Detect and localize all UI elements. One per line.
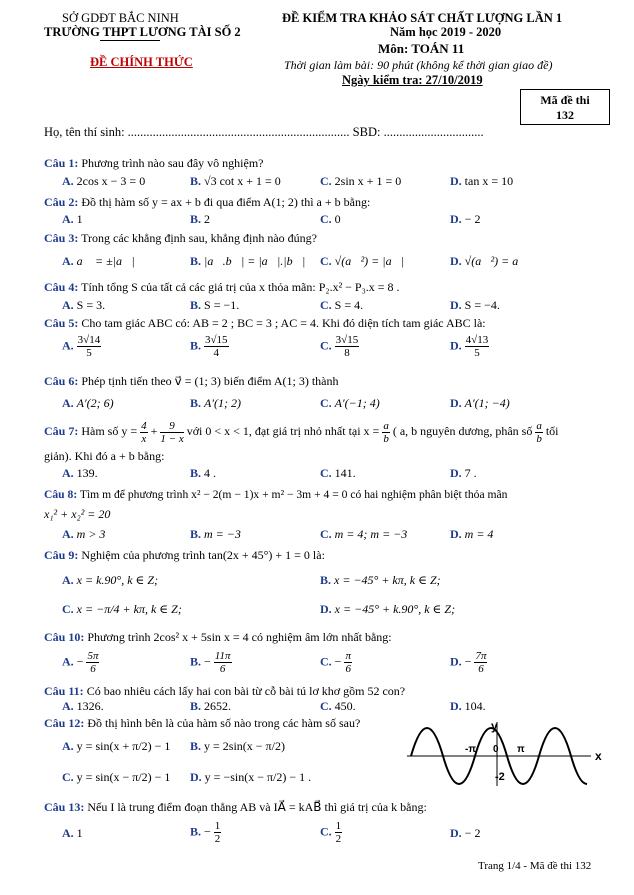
option-c[interactable]: C. m = 4; m = −3 (320, 527, 408, 541)
question-5 (44, 316, 486, 331)
option-a[interactable]: A. 1326. (62, 699, 104, 713)
option-a[interactable]: A. A′(2; 6) (62, 396, 114, 410)
option-a[interactable]: A. 139. (62, 466, 98, 480)
option-c[interactable]: C. $\frac{1}{2}$ (320, 820, 342, 845)
option-d[interactable]: D. − 2 (450, 826, 481, 840)
option-b[interactable]: B. $\frac{3√15}{4}$ (190, 334, 228, 359)
zero-label: 0 (493, 744, 499, 755)
question-7: Câu 7: Hàm số y = $\frac{4}{x}$ + $\frac{9}{1 - x}$ với 0 < x < 1, đạt giá trị nhỏ nhất tại x = $\frac{a}{b}$ ( a, b nguyên dương, phân số $\frac{a}{b}$ tối (44, 419, 559, 445)
exam-code-box (520, 89, 610, 125)
question-12 (44, 716, 360, 731)
question-text: Tìm m để phương trình x² − 2(m − 1)x + m² − 3m + 4 = 0 có hai nghiệm phân biệt thỏa mãn (77, 488, 508, 501)
question-label: Câu 1: (44, 156, 79, 170)
question-label: Câu 3: (44, 231, 79, 245)
option-d[interactable]: D. √(a⃗²) = a⃗ (450, 254, 528, 268)
neg-pi-label: -π (465, 744, 476, 755)
question-11 (44, 684, 405, 699)
question-label: Câu 8: (44, 488, 78, 501)
option-c[interactable]: C. 0 (320, 212, 341, 226)
option-d[interactable]: D. − 2 (450, 212, 481, 226)
subject: Môn: TOÁN 11 (378, 41, 465, 56)
option-c[interactable]: C. y = sin(x − π/2) − 1 (62, 770, 171, 784)
question-text: Nếu I là trung điểm đoạn thẳng AB và IA⃗ = kAB⃗ thì giá trị của k bằng: (84, 800, 427, 814)
option-c[interactable]: C. 2sin x + 1 = 0 (320, 174, 402, 188)
exam-time: Thời gian làm bài: 90 phút (không kể thời gian giao đề) (284, 58, 553, 72)
question-3 (44, 231, 317, 246)
question-9 (44, 548, 325, 563)
option-d[interactable]: D. tan x = 10 (450, 174, 514, 188)
page-footer: Trang 1/4 - Mã đề thi 132 (478, 860, 592, 872)
question-label: Câu 10: (44, 630, 85, 644)
minus-two-label: -2 (495, 771, 505, 783)
question-text: Đồ thị hàm số y = ax + b đi qua điểm A(1; 2) thì a + b bằng: (78, 195, 371, 209)
option-c[interactable]: C. √(a⃗²) = |a⃗| (320, 254, 405, 268)
sine-graph (405, 720, 605, 790)
option-b[interactable]: B. − $\frac{1}{2}$ (190, 820, 221, 845)
option-b[interactable]: B. 4 . (190, 466, 217, 480)
option-b[interactable]: B. √3 cot x + 1 = 0 (190, 174, 281, 188)
option-b[interactable]: B. m = −3 (190, 527, 241, 541)
official-label: ĐỀ CHÍNH THỨC (90, 55, 193, 69)
option-a[interactable]: A. m > 3 (62, 527, 106, 541)
option-b[interactable]: B. 2652. (190, 699, 232, 713)
option-c[interactable]: C. 141. (320, 466, 356, 480)
question-label: Câu 13: (44, 800, 85, 814)
question-6 (44, 374, 339, 389)
option-d[interactable]: D. − $\frac{7\pi}{6}$ (450, 650, 487, 675)
option-b[interactable]: B. |a⃗.b⃗| = |a⃗|.|b⃗| (190, 254, 306, 268)
question-1 (44, 156, 264, 171)
question-text: Tính tổng S của tất cả các giá trị của x thỏa mãn: P₂.x² − P₃.x = 8 . (78, 280, 400, 294)
question-label: Câu 6: (44, 374, 79, 388)
question-label: Câu 9: (44, 548, 79, 562)
question-label: Câu 5: (44, 316, 79, 330)
option-c[interactable]: C. − $\frac{\pi}{6}$ (320, 650, 351, 675)
question-10 (44, 630, 392, 645)
option-a[interactable]: A. y = sin(x + π/2) − 1 (62, 739, 171, 753)
exam-title: ĐỀ KIỂM TRA KHẢO SÁT CHẤT LƯỢNG LẦN 1 (282, 11, 563, 25)
question-8 (44, 488, 507, 501)
option-d[interactable]: D. y = −sin(x − π/2) − 1 . (190, 770, 312, 784)
question-label: Câu 11: (44, 684, 84, 698)
option-c[interactable]: C. x = −π/4 + kπ, k ∈ Z; (62, 602, 182, 616)
option-a[interactable]: A. 1 (62, 826, 83, 840)
question-13 (44, 800, 427, 815)
question-label: Câu 4: (44, 280, 79, 294)
option-b[interactable]: B. S = −1. (190, 298, 240, 312)
option-d[interactable]: D. $\frac{4√13}{5}$ (450, 334, 489, 359)
question-text: Trong các khẳng định sau, khẳng định nào đúng? (78, 231, 317, 245)
question-text: Nghiệm của phương trình tan(2x + 45°) + 1 = 0 là: (78, 548, 325, 562)
option-c[interactable]: C. $\frac{3√15}{8}$ (320, 334, 359, 359)
pi-label: π (517, 744, 525, 755)
option-b[interactable]: B. x = −45° + kπ, k ∈ Z; (320, 573, 441, 587)
option-d[interactable]: D. 7 . (450, 466, 477, 480)
question-text: Phương trình nào sau đây vô nghiệm? (78, 156, 264, 170)
question-4 (44, 280, 400, 295)
header-divider (100, 40, 160, 41)
option-a[interactable]: A. a⃗ = ±|a⃗| (62, 254, 135, 268)
question-2 (44, 195, 370, 210)
option-d[interactable]: D. x = −45° + k.90°, k ∈ Z; (320, 602, 456, 616)
question-text: Phương trình 2cos² x + 5sin x = 4 có nghiệm âm lớn nhất bằng: (84, 630, 392, 644)
question-label: Câu 7: (44, 424, 79, 438)
question-text: Phép tịnh tiến theo v⃗ = (1; 3) biến điểm A(1; 3) thành (78, 374, 339, 388)
option-c[interactable]: C. 450. (320, 699, 356, 713)
department: SỞ GDĐT BẮC NINH (62, 11, 179, 25)
exam-date: Ngày kiểm tra: 27/10/2019 (342, 73, 483, 87)
option-a[interactable]: A. − $\frac{5\pi}{6}$ (62, 650, 99, 675)
option-a[interactable]: A. S = 3. (62, 298, 106, 312)
option-c[interactable]: C. S = 4. (320, 298, 364, 312)
option-a[interactable]: A. $\frac{3√14}{5}$ (62, 334, 101, 359)
option-b[interactable]: B. − $\frac{11\pi}{6}$ (190, 650, 231, 675)
question-text: Có bao nhiêu cách lấy hai con bài từ cỗ bài tú lơ khơ gồm 52 con? (83, 684, 406, 698)
option-d[interactable]: D. S = −4. (450, 298, 500, 312)
option-d[interactable]: D. 104. (450, 699, 486, 713)
option-a[interactable]: A. 1 (62, 212, 83, 226)
option-c[interactable]: C. A′(−1; 4) (320, 396, 380, 410)
option-a[interactable]: A. 2cos x − 3 = 0 (62, 174, 146, 188)
x-label: x (595, 749, 602, 763)
question-label: Câu 12: (44, 716, 85, 730)
school-year: Năm học 2019 - 2020 (390, 25, 502, 39)
option-d[interactable]: D. m = 4 (450, 527, 494, 541)
student-info-line: Họ, tên thí sinh: ....................................................................... SBD: ................................ (44, 125, 484, 139)
question-text: Đồ thị hình bên là của hàm số nào trong các hàm số sau? (84, 716, 361, 730)
question-8-line2: x₁² + x₂² = 20 (44, 507, 111, 521)
question-7-line2: giản). Khi đó a + b bằng: (44, 449, 165, 463)
option-b[interactable]: B. A′(1; 2) (190, 396, 241, 410)
question-label: Câu 2: (44, 195, 79, 209)
option-b[interactable]: B. 2 (190, 212, 211, 226)
school-name: TRƯỜNG THPT LƯƠNG TÀI SỐ 2 (44, 25, 241, 39)
exam-code-label: Mã đề thi (540, 93, 590, 107)
option-a[interactable]: A. x = k.90°, k ∈ Z; (62, 573, 159, 587)
exam-code-value: 132 (556, 108, 574, 122)
option-d[interactable]: D. A′(1; −4) (450, 396, 510, 410)
option-b[interactable]: B. y = 2sin(x − π/2) (190, 739, 285, 753)
y-label: y (491, 720, 498, 733)
question-text: Cho tam giác ABC có: AB = 2 ; BC = 3 ; AC = 4. Khi đó diện tích tam giác ABC là: (78, 316, 486, 330)
